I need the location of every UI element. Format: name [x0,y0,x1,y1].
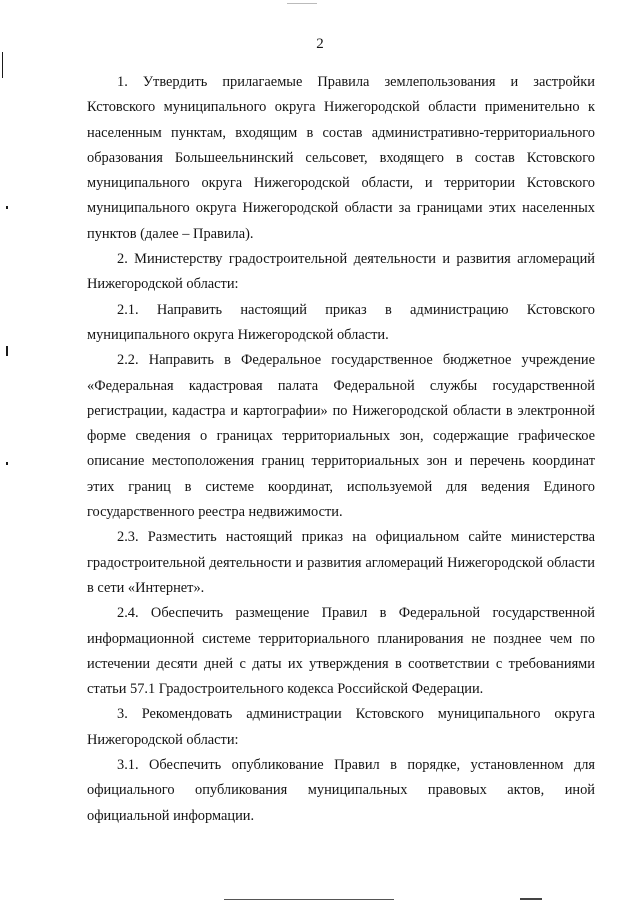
paragraph-2-2: 2.2. Направить в Федеральное государственное бюджетное учреждение «Федеральная кадастровая палата Федеральной службы государственной регистрации, кадастра и картографии» по Нижегородской области в электронной форме сведения о границах территориальных зон, содержащие графическое описание местоположения границ территориальных зон и перечень координат этих границ в системе координат, используемой для ведения Единого государственного реестра недвижимости. [87,352,595,521]
scan-artifact [520,898,542,900]
scan-artifact [2,52,3,78]
paragraph-2: 2. Министерству градостроительной деятельности и развития агломераций Нижегородской области: [87,251,595,293]
scan-artifact [6,206,8,209]
document-body [87,70,595,829]
paragraph-1: 1. Утвердить прилагаемые Правила землепользования и застройки Кстовского муниципального округа Нижегородской области применительно к населенным пунктам, входящим в состав административно-территориального образования Большеельнинский сельсовет, входящего в состав Кстовского муниципального округа Нижегородской области, и территории Кстовского муниципального округа Нижегородской области за границами этих населенных пунктов (далее – Правила). [87,74,595,242]
scan-artifact [6,462,8,465]
paragraph-2-1: 2.1. Направить настоящий приказ в администрацию Кстовского муниципального округа Нижегородской области. [87,301,595,343]
paragraph-2-3: 2.3. Разместить настоящий приказ на официальном сайте министерства градостроительной деятельности и развития агломераций Нижегородской области в сети «Интернет». [87,529,595,596]
page-number: 2 [316,36,324,52]
scan-artifact [6,346,8,356]
paragraph-3-1: 3.1. Обеспечить опубликование Правил в порядке, установленном для официального опубликования муниципальных правовых актов, иной официальной информации. [87,757,595,824]
scan-artifact [224,899,394,900]
paragraph-3: 3. Рекомендовать администрации Кстовского муниципального округа Нижегородской области: [87,706,595,748]
paragraph-2-4: 2.4. Обеспечить размещение Правил в Федеральной государственной информационной системе территориального планирования не позднее чем по истечении десяти дней с даты их утверждения в соответствии с требованиями статьи 57.1 Градостроительного кодекса Российской Федерации. [87,605,595,698]
scan-artifact [287,3,317,4]
